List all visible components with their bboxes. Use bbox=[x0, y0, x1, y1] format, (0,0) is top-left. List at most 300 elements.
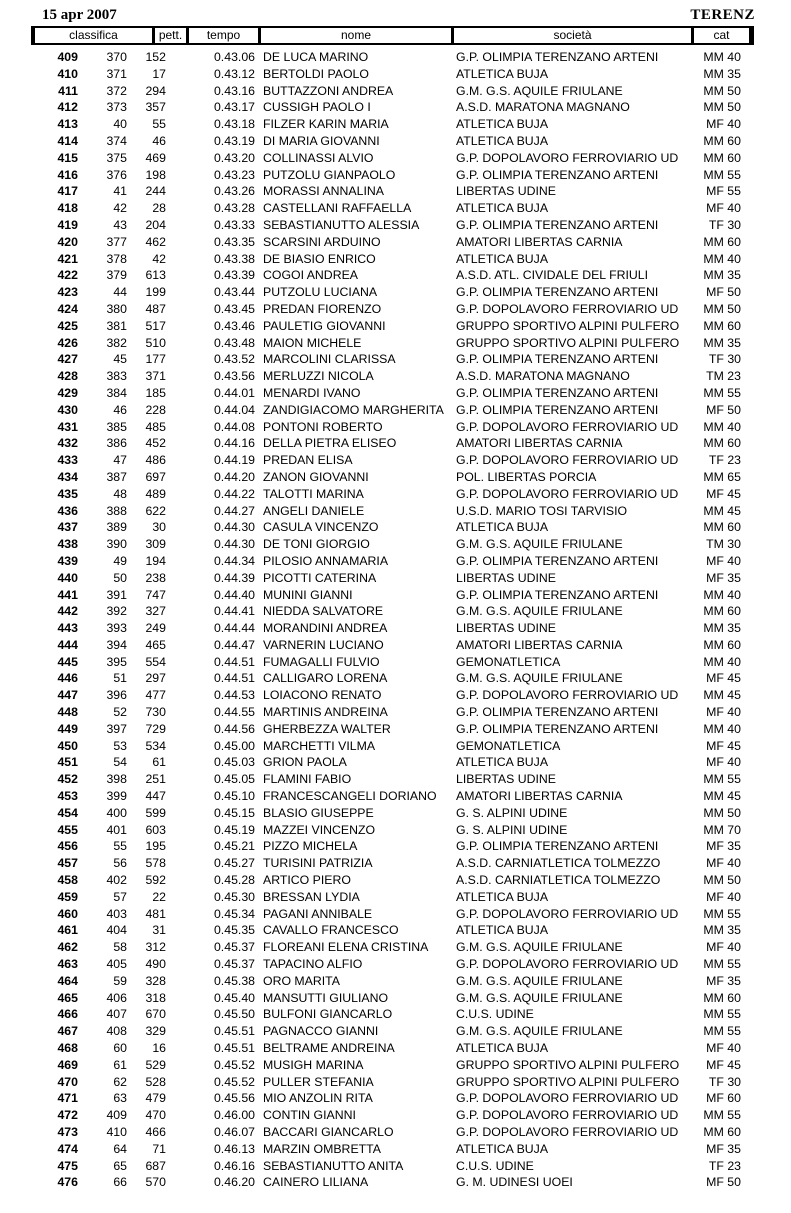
name-cell: MUNINI GIANNI bbox=[263, 587, 353, 602]
time-cell: 0.44.30 bbox=[213, 520, 255, 535]
club-cell: C.U.S. UDINE bbox=[456, 1158, 534, 1173]
bib-cell: 578 bbox=[145, 856, 166, 871]
category-rank-cell: 52 bbox=[113, 705, 127, 720]
rank-cell: 446 bbox=[57, 671, 78, 686]
bib-cell: 30 bbox=[152, 520, 166, 535]
category-cell: MM 65 bbox=[703, 469, 741, 484]
table-row bbox=[31, 503, 754, 520]
table-row bbox=[31, 133, 754, 150]
table-row bbox=[31, 754, 754, 771]
time-cell: 0.45.37 bbox=[213, 957, 255, 972]
bib-cell: 251 bbox=[145, 772, 166, 787]
column-header-bar bbox=[31, 26, 754, 45]
category-rank-cell: 393 bbox=[106, 621, 127, 636]
table-row bbox=[31, 368, 754, 385]
time-cell: 0.44.55 bbox=[213, 705, 255, 720]
club-cell: G.M. G.S. AQUILE FRIULANE bbox=[456, 604, 623, 619]
table-row bbox=[31, 1141, 754, 1158]
category-cell: MM 60 bbox=[703, 234, 741, 249]
category-cell: MF 50 bbox=[706, 1175, 741, 1190]
club-cell: LIBERTAS UDINE bbox=[456, 570, 556, 585]
table-row bbox=[31, 1057, 754, 1074]
category-rank-cell: 401 bbox=[106, 822, 127, 837]
category-cell: MM 55 bbox=[703, 772, 741, 787]
time-cell: 0.45.50 bbox=[213, 1007, 255, 1022]
time-cell: 0.43.44 bbox=[213, 285, 255, 300]
bib-cell: 554 bbox=[145, 654, 166, 669]
name-cell: PUTZOLU GIANPAOLO bbox=[263, 167, 396, 182]
rank-cell: 448 bbox=[57, 705, 78, 720]
category-rank-cell: 399 bbox=[106, 789, 127, 804]
category-cell: MM 50 bbox=[703, 805, 741, 820]
club-cell: AMATORI LIBERTAS CARNIA bbox=[456, 637, 623, 652]
time-cell: 0.45.10 bbox=[213, 789, 255, 804]
category-cell: MM 60 bbox=[703, 637, 741, 652]
club-cell: LIBERTAS UDINE bbox=[456, 621, 556, 636]
club-cell: ATLETICA BUJA bbox=[456, 520, 549, 535]
rank-cell: 472 bbox=[57, 1108, 78, 1123]
category-cell: MF 45 bbox=[706, 486, 741, 501]
club-cell: G.M. G.S. AQUILE FRIULANE bbox=[456, 973, 623, 988]
rank-cell: 423 bbox=[57, 285, 78, 300]
name-cell: MAION MICHELE bbox=[263, 335, 362, 350]
bib-cell: 534 bbox=[145, 738, 166, 753]
time-cell: 0.44.22 bbox=[213, 486, 255, 501]
bib-cell: 470 bbox=[145, 1108, 166, 1123]
bib-cell: 462 bbox=[145, 234, 166, 249]
rank-cell: 450 bbox=[57, 738, 78, 753]
name-cell: BLASIO GIUSEPPE bbox=[263, 805, 374, 820]
club-cell: G.P. OLIMPIA TERENZANO ARTENI bbox=[456, 385, 659, 400]
club-cell: G.M. G.S. AQUILE FRIULANE bbox=[456, 537, 623, 552]
club-cell: POL. LIBERTAS PORCIA bbox=[456, 469, 597, 484]
bib-cell: 16 bbox=[152, 1041, 166, 1056]
category-rank-cell: 375 bbox=[106, 150, 127, 165]
bib-cell: 61 bbox=[152, 755, 166, 770]
club-cell: ATLETICA BUJA bbox=[456, 133, 549, 148]
name-cell: DE TONI GIORGIO bbox=[263, 537, 370, 552]
time-cell: 0.45.37 bbox=[213, 940, 255, 955]
club-cell: G.P. DOPOLAVORO FERROVIARIO UD bbox=[456, 688, 679, 703]
category-rank-cell: 404 bbox=[106, 923, 127, 938]
table-row bbox=[31, 1006, 754, 1023]
bib-cell: 481 bbox=[145, 906, 166, 921]
name-cell: MUSIGH MARINA bbox=[263, 1057, 364, 1072]
table-row bbox=[31, 284, 754, 301]
club-cell: G.M. G.S. AQUILE FRIULANE bbox=[456, 671, 623, 686]
club-cell: U.S.D. MARIO TOSI TARVISIO bbox=[456, 503, 628, 518]
rank-cell: 466 bbox=[57, 1007, 78, 1022]
name-cell: NIEDDA SALVATORE bbox=[263, 604, 384, 619]
category-cell: MF 35 bbox=[706, 973, 741, 988]
category-rank-cell: 380 bbox=[106, 301, 127, 316]
time-cell: 0.45.30 bbox=[213, 889, 255, 904]
category-rank-cell: 63 bbox=[113, 1091, 127, 1106]
bib-cell: 466 bbox=[145, 1125, 166, 1139]
rank-cell: 473 bbox=[57, 1125, 78, 1139]
category-rank-cell: 66 bbox=[113, 1175, 127, 1190]
name-cell: TURISINI PATRIZIA bbox=[263, 856, 373, 871]
name-cell: PONTONI ROBERTO bbox=[263, 419, 383, 434]
table-row bbox=[31, 637, 754, 654]
rank-cell: 438 bbox=[57, 537, 78, 552]
table-row bbox=[31, 167, 754, 184]
race-title: TERENZ bbox=[690, 7, 755, 23]
club-cell: LIBERTAS UDINE bbox=[456, 184, 556, 199]
rank-cell: 459 bbox=[57, 889, 78, 904]
club-cell: LIBERTAS UDINE bbox=[456, 772, 556, 787]
name-cell: TAPACINO ALFIO bbox=[263, 957, 363, 972]
time-cell: 0.43.28 bbox=[213, 201, 255, 216]
category-cell: MM 40 bbox=[703, 50, 741, 64]
category-cell: MM 60 bbox=[703, 990, 741, 1005]
bib-cell: 528 bbox=[145, 1074, 166, 1089]
name-cell: MARCOLINI CLARISSA bbox=[263, 352, 396, 367]
bib-cell: 447 bbox=[145, 789, 166, 804]
bib-cell: 238 bbox=[145, 570, 166, 585]
bib-cell: 17 bbox=[152, 66, 166, 81]
time-cell: 0.45.52 bbox=[213, 1074, 255, 1089]
category-rank-cell: 398 bbox=[106, 772, 127, 787]
category-rank-cell: 390 bbox=[106, 537, 127, 552]
table-row bbox=[31, 1158, 754, 1175]
rank-cell: 419 bbox=[57, 217, 78, 232]
rank-cell: 440 bbox=[57, 570, 78, 585]
rank-cell: 470 bbox=[57, 1074, 78, 1089]
category-rank-cell: 47 bbox=[113, 453, 127, 468]
bib-cell: 152 bbox=[145, 50, 166, 64]
time-cell: 0.46.16 bbox=[213, 1158, 255, 1173]
name-cell: MARCHETTI VILMA bbox=[263, 738, 376, 753]
rank-cell: 462 bbox=[57, 940, 78, 955]
time-cell: 0.45.52 bbox=[213, 1057, 255, 1072]
table-row bbox=[31, 872, 754, 889]
table-row bbox=[31, 116, 754, 133]
time-cell: 0.44.30 bbox=[213, 537, 255, 552]
table-row bbox=[31, 620, 754, 637]
rank-cell: 456 bbox=[57, 839, 78, 854]
rank-cell: 414 bbox=[57, 133, 78, 148]
table-row bbox=[31, 1174, 754, 1191]
race-date: 15 apr 2007 bbox=[42, 7, 117, 23]
bib-cell: 309 bbox=[145, 537, 166, 552]
bib-cell: 31 bbox=[152, 923, 166, 938]
category-cell: MM 45 bbox=[703, 503, 741, 518]
time-cell: 0.43.26 bbox=[213, 184, 255, 199]
name-cell: BRESSAN LYDIA bbox=[263, 889, 360, 904]
bib-cell: 477 bbox=[145, 688, 166, 703]
col-header-name: nome bbox=[261, 28, 451, 43]
club-cell: G.P. DOPOLAVORO FERROVIARIO UD bbox=[456, 453, 679, 468]
club-cell: G. M. UDINESI UOEI bbox=[456, 1175, 573, 1190]
name-cell: TALOTTI MARINA bbox=[263, 486, 364, 501]
rank-cell: 421 bbox=[57, 251, 78, 266]
bib-cell: 244 bbox=[145, 184, 166, 199]
table-row bbox=[31, 889, 754, 906]
time-cell: 0.44.01 bbox=[213, 385, 255, 400]
bib-cell: 729 bbox=[145, 721, 166, 736]
name-cell: BELTRAME ANDREINA bbox=[263, 1041, 395, 1056]
category-rank-cell: 392 bbox=[106, 604, 127, 619]
category-rank-cell: 54 bbox=[113, 755, 127, 770]
table-row bbox=[31, 267, 754, 284]
category-rank-cell: 55 bbox=[113, 839, 127, 854]
table-row bbox=[31, 587, 754, 604]
rank-cell: 454 bbox=[57, 805, 78, 820]
bib-cell: 294 bbox=[145, 83, 166, 98]
category-cell: MF 50 bbox=[706, 285, 741, 300]
table-row bbox=[31, 49, 754, 66]
bib-cell: 603 bbox=[145, 822, 166, 837]
rank-cell: 410 bbox=[57, 66, 78, 81]
name-cell: DELLA PIETRA ELISEO bbox=[263, 436, 397, 451]
category-rank-cell: 400 bbox=[106, 805, 127, 820]
club-cell: G.P. DOPOLAVORO FERROVIARIO UD bbox=[456, 301, 679, 316]
name-cell: MORANDINI ANDREA bbox=[263, 621, 388, 636]
name-cell: DI MARIA GIOVANNI bbox=[263, 133, 380, 148]
table-row bbox=[31, 721, 754, 738]
rank-cell: 422 bbox=[57, 268, 78, 283]
club-cell: AMATORI LIBERTAS CARNIA bbox=[456, 436, 623, 451]
table-row bbox=[31, 771, 754, 788]
category-cell: MF 40 bbox=[706, 553, 741, 568]
rank-cell: 447 bbox=[57, 688, 78, 703]
table-row bbox=[31, 234, 754, 251]
col-header-bib: pett. bbox=[155, 28, 186, 43]
category-rank-cell: 371 bbox=[106, 66, 127, 81]
category-cell: MM 55 bbox=[703, 1007, 741, 1022]
category-cell: MM 35 bbox=[703, 66, 741, 81]
category-rank-cell: 60 bbox=[113, 1041, 127, 1056]
table-row bbox=[31, 990, 754, 1007]
name-cell: PREDAN FIORENZO bbox=[263, 301, 382, 316]
category-cell: MM 55 bbox=[703, 385, 741, 400]
rank-cell: 416 bbox=[57, 167, 78, 182]
table-row bbox=[31, 99, 754, 116]
time-cell: 0.43.48 bbox=[213, 335, 255, 350]
table-row bbox=[31, 385, 754, 402]
club-cell: G.P. OLIMPIA TERENZANO ARTENI bbox=[456, 553, 659, 568]
time-cell: 0.45.51 bbox=[213, 1041, 255, 1056]
time-cell: 0.45.35 bbox=[213, 923, 255, 938]
time-cell: 0.45.28 bbox=[213, 873, 255, 888]
table-row bbox=[31, 956, 754, 973]
time-cell: 0.46.13 bbox=[213, 1141, 255, 1156]
name-cell: BUTTAZZONI ANDREA bbox=[263, 83, 394, 98]
category-rank-cell: 389 bbox=[106, 520, 127, 535]
category-cell: MF 40 bbox=[706, 201, 741, 216]
category-rank-cell: 43 bbox=[113, 217, 127, 232]
club-cell: ATLETICA BUJA bbox=[456, 755, 549, 770]
table-row bbox=[31, 1040, 754, 1057]
category-cell: MM 55 bbox=[703, 1108, 741, 1123]
table-row bbox=[31, 939, 754, 956]
table-row bbox=[31, 973, 754, 990]
bib-cell: 486 bbox=[145, 453, 166, 468]
category-rank-cell: 56 bbox=[113, 856, 127, 871]
category-rank-cell: 391 bbox=[106, 587, 127, 602]
time-cell: 0.43.46 bbox=[213, 318, 255, 333]
time-cell: 0.43.17 bbox=[213, 100, 255, 115]
bib-cell: 747 bbox=[145, 587, 166, 602]
club-cell: G.M. G.S. AQUILE FRIULANE bbox=[456, 83, 623, 98]
name-cell: CONTIN GIANNI bbox=[263, 1108, 356, 1123]
category-rank-cell: 53 bbox=[113, 738, 127, 753]
table-row bbox=[31, 419, 754, 436]
rank-cell: 413 bbox=[57, 117, 78, 132]
table-row bbox=[31, 452, 754, 469]
rank-cell: 412 bbox=[57, 100, 78, 115]
table-row bbox=[31, 906, 754, 923]
category-cell: MF 50 bbox=[706, 402, 741, 417]
category-cell: MF 45 bbox=[706, 671, 741, 686]
name-cell: BULFONI GIANCARLO bbox=[263, 1007, 393, 1022]
name-cell: PILOSIO ANNAMARIA bbox=[263, 553, 389, 568]
name-cell: ANGELI DANIELE bbox=[263, 503, 365, 518]
category-cell: MM 35 bbox=[703, 268, 741, 283]
table-row bbox=[31, 335, 754, 352]
time-cell: 0.44.56 bbox=[213, 721, 255, 736]
bib-cell: 487 bbox=[145, 301, 166, 316]
category-cell: MM 55 bbox=[703, 957, 741, 972]
club-cell: G.P. OLIMPIA TERENZANO ARTENI bbox=[456, 217, 659, 232]
club-cell: GRUPPO SPORTIVO ALPINI PULFERO bbox=[456, 335, 680, 350]
club-cell: G.P. DOPOLAVORO FERROVIARIO UD bbox=[456, 419, 679, 434]
bib-cell: 599 bbox=[145, 805, 166, 820]
bib-cell: 297 bbox=[145, 671, 166, 686]
club-cell: G.P. OLIMPIA TERENZANO ARTENI bbox=[456, 50, 659, 64]
club-cell: ATLETICA BUJA bbox=[456, 117, 549, 132]
name-cell: FLAMINI FABIO bbox=[263, 772, 352, 787]
rank-cell: 464 bbox=[57, 973, 78, 988]
category-cell: MM 55 bbox=[703, 1024, 741, 1039]
category-cell: MM 60 bbox=[703, 150, 741, 165]
club-cell: G.P. DOPOLAVORO FERROVIARIO UD bbox=[456, 957, 679, 972]
rank-cell: 426 bbox=[57, 335, 78, 350]
category-rank-cell: 372 bbox=[106, 83, 127, 98]
time-cell: 0.44.53 bbox=[213, 688, 255, 703]
category-rank-cell: 379 bbox=[106, 268, 127, 283]
table-row bbox=[31, 553, 754, 570]
club-cell: GEMONATLETICA bbox=[456, 654, 561, 669]
table-row bbox=[31, 654, 754, 671]
category-cell: MF 45 bbox=[706, 1057, 741, 1072]
table-row bbox=[31, 1124, 754, 1141]
bib-cell: 479 bbox=[145, 1091, 166, 1106]
table-row bbox=[31, 822, 754, 839]
time-cell: 0.43.16 bbox=[213, 83, 255, 98]
name-cell: COGOI ANDREA bbox=[263, 268, 358, 283]
name-cell: ZANON GIOVANNI bbox=[263, 469, 369, 484]
bib-cell: 185 bbox=[145, 385, 166, 400]
rank-cell: 476 bbox=[57, 1175, 78, 1190]
bib-cell: 485 bbox=[145, 419, 166, 434]
time-cell: 0.43.52 bbox=[213, 352, 255, 367]
rank-cell: 463 bbox=[57, 957, 78, 972]
club-cell: G.P. OLIMPIA TERENZANO ARTENI bbox=[456, 705, 659, 720]
name-cell: FRANCESCANGELI DORIANO bbox=[263, 789, 437, 804]
category-rank-cell: 397 bbox=[106, 721, 127, 736]
time-cell: 0.44.34 bbox=[213, 553, 255, 568]
time-cell: 0.43.19 bbox=[213, 133, 255, 148]
rank-cell: 424 bbox=[57, 301, 78, 316]
category-cell: TF 30 bbox=[708, 217, 741, 232]
time-cell: 0.45.40 bbox=[213, 990, 255, 1005]
rank-cell: 461 bbox=[57, 923, 78, 938]
bib-cell: 697 bbox=[145, 469, 166, 484]
table-row bbox=[31, 200, 754, 217]
rank-cell: 417 bbox=[57, 184, 78, 199]
category-rank-cell: 57 bbox=[113, 889, 127, 904]
bib-cell: 318 bbox=[145, 990, 166, 1005]
category-cell: TF 23 bbox=[708, 453, 741, 468]
category-cell: MM 55 bbox=[703, 906, 741, 921]
category-rank-cell: 386 bbox=[106, 436, 127, 451]
table-row bbox=[31, 519, 754, 536]
name-cell: MARTINIS ANDREINA bbox=[263, 705, 388, 720]
name-cell: ORO MARITA bbox=[263, 973, 340, 988]
rank-cell: 445 bbox=[57, 654, 78, 669]
category-cell: MM 40 bbox=[703, 251, 741, 266]
rank-cell: 415 bbox=[57, 150, 78, 165]
category-rank-cell: 377 bbox=[106, 234, 127, 249]
name-cell: GRION PAOLA bbox=[263, 755, 347, 770]
category-rank-cell: 40 bbox=[113, 117, 127, 132]
category-rank-cell: 407 bbox=[106, 1007, 127, 1022]
table-row bbox=[31, 570, 754, 587]
category-cell: MM 40 bbox=[703, 721, 741, 736]
time-cell: 0.44.16 bbox=[213, 436, 255, 451]
club-cell: A.S.D. CARNIATLETICA TOLMEZZO bbox=[456, 873, 661, 888]
table-row bbox=[31, 1074, 754, 1091]
club-cell: A.S.D. ATL. CIVIDALE DEL FRIULI bbox=[456, 268, 649, 283]
rank-cell: 451 bbox=[57, 755, 78, 770]
bib-cell: 687 bbox=[145, 1158, 166, 1173]
category-cell: MF 35 bbox=[706, 1141, 741, 1156]
category-rank-cell: 50 bbox=[113, 570, 127, 585]
rank-cell: 429 bbox=[57, 385, 78, 400]
category-rank-cell: 402 bbox=[106, 873, 127, 888]
club-cell: G. S. ALPINI UDINE bbox=[456, 822, 568, 837]
category-cell: MM 50 bbox=[703, 83, 741, 98]
club-cell: GRUPPO SPORTIVO ALPINI PULFERO bbox=[456, 1057, 680, 1072]
bib-cell: 329 bbox=[145, 1024, 166, 1039]
bib-cell: 22 bbox=[152, 889, 166, 904]
category-cell: MM 55 bbox=[703, 167, 741, 182]
time-cell: 0.43.33 bbox=[213, 217, 255, 232]
name-cell: PIZZO MICHELA bbox=[263, 839, 358, 854]
category-cell: MF 40 bbox=[706, 889, 741, 904]
category-rank-cell: 395 bbox=[106, 654, 127, 669]
name-cell: PREDAN ELISA bbox=[263, 453, 353, 468]
category-cell: MM 50 bbox=[703, 301, 741, 316]
category-rank-cell: 378 bbox=[106, 251, 127, 266]
rank-cell: 433 bbox=[57, 453, 78, 468]
table-row bbox=[31, 183, 754, 200]
category-rank-cell: 49 bbox=[113, 553, 127, 568]
bib-cell: 489 bbox=[145, 486, 166, 501]
time-cell: 0.45.34 bbox=[213, 906, 255, 921]
rank-cell: 437 bbox=[57, 520, 78, 535]
time-cell: 0.46.20 bbox=[213, 1175, 255, 1190]
club-cell: G.P. DOPOLAVORO FERROVIARIO UD bbox=[456, 1108, 679, 1123]
category-rank-cell: 405 bbox=[106, 957, 127, 972]
time-cell: 0.43.06 bbox=[213, 50, 255, 64]
bib-cell: 670 bbox=[145, 1007, 166, 1022]
category-rank-cell: 396 bbox=[106, 688, 127, 703]
category-cell: MM 45 bbox=[703, 789, 741, 804]
name-cell: SEBASTIANUTTO ALESSIA bbox=[263, 217, 420, 232]
